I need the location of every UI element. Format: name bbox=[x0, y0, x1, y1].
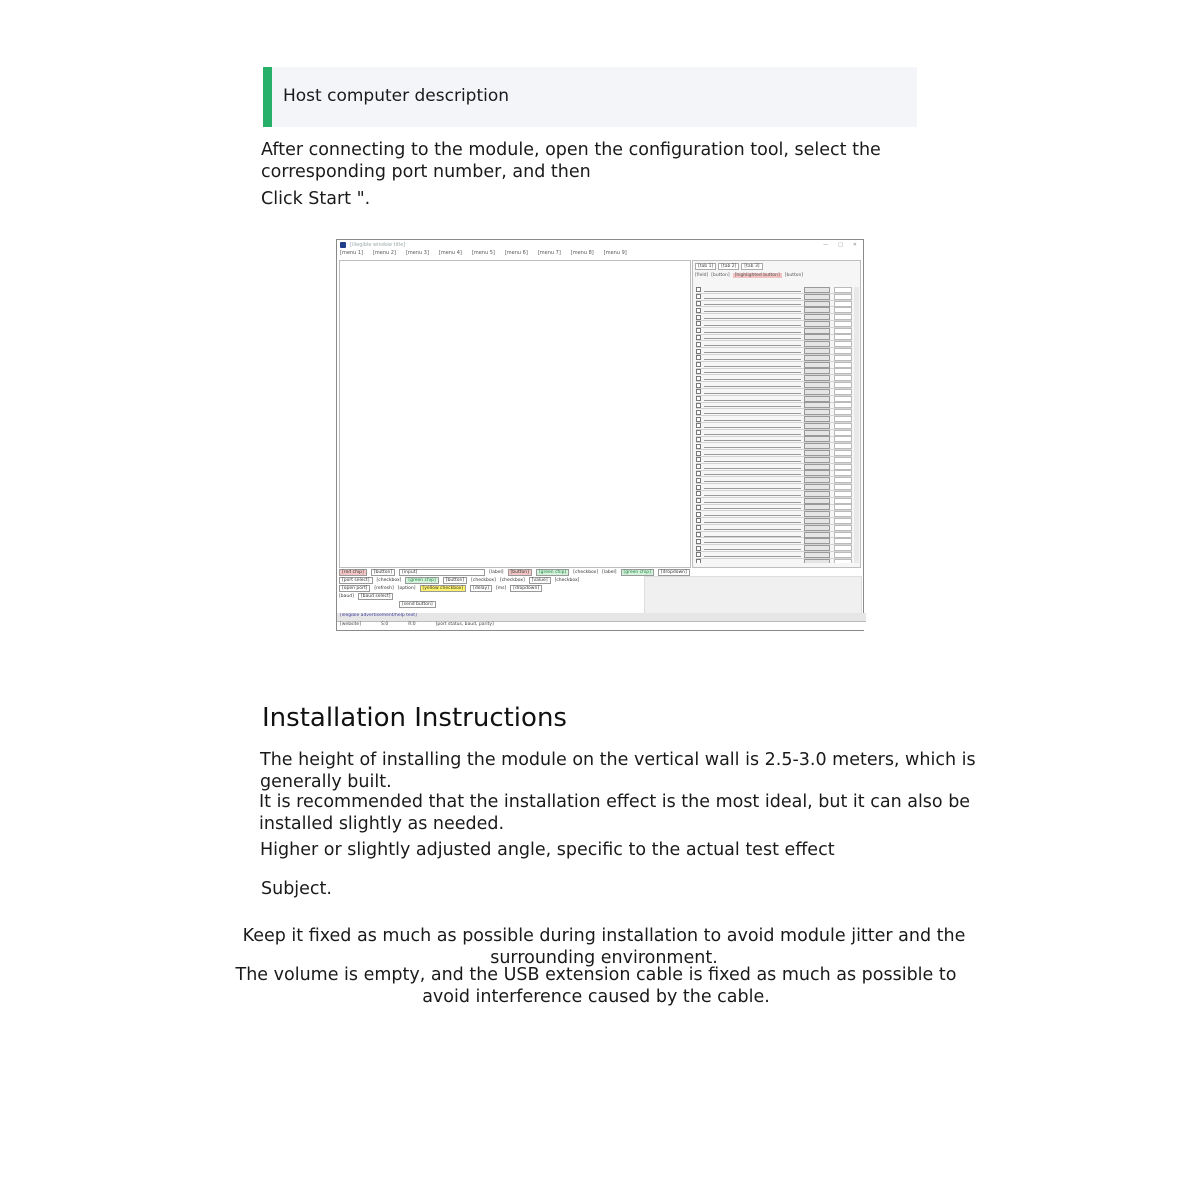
control-chip: [label] bbox=[602, 569, 617, 575]
side-tabs bbox=[693, 261, 860, 272]
command-delay bbox=[834, 559, 852, 563]
control-chip: [dropdown] bbox=[510, 585, 542, 592]
command-delay bbox=[834, 477, 852, 483]
checkbox-icon bbox=[696, 464, 701, 469]
command-cmd bbox=[704, 519, 801, 523]
command-btn bbox=[804, 368, 830, 374]
checkbox-icon bbox=[696, 362, 701, 367]
control-chip: [button] bbox=[443, 577, 467, 584]
send-box bbox=[644, 576, 862, 614]
command-cmd bbox=[704, 376, 801, 380]
tool-bottom-controls bbox=[339, 568, 861, 612]
menu-item: [menu 8] bbox=[570, 250, 594, 256]
command-cmd bbox=[704, 539, 801, 543]
checkbox-icon bbox=[696, 301, 701, 306]
command-cmd bbox=[704, 424, 801, 428]
command-btn bbox=[804, 518, 830, 524]
command-btn bbox=[804, 348, 830, 354]
install-paragraph: Keep it fixed as much as possible during installation to avoid module jitter and the surrounding environment. bbox=[242, 926, 966, 968]
accent-bar bbox=[263, 67, 272, 127]
command-btn bbox=[804, 477, 830, 483]
control-chip: [refresh] bbox=[374, 585, 394, 591]
command-cmd bbox=[704, 410, 801, 414]
command-cmd bbox=[704, 478, 801, 482]
command-btn bbox=[804, 450, 830, 456]
command-cmd bbox=[704, 363, 801, 367]
command-delay bbox=[834, 457, 852, 463]
menu-item: [menu 7] bbox=[537, 250, 561, 256]
checkbox-icon bbox=[696, 539, 701, 544]
install-paragraph: Higher or slightly adjusted angle, specific to the actual test effect bbox=[260, 840, 835, 860]
command-cmd bbox=[704, 390, 801, 394]
install-paragraph: It is recommended that the installation effect is the most ideal, but it can also be installed slightly as needed. bbox=[259, 792, 971, 834]
host-section-header bbox=[263, 67, 917, 127]
command-btn bbox=[804, 484, 830, 490]
control-chip: [label] bbox=[489, 569, 504, 575]
command-delay bbox=[834, 341, 852, 347]
checkbox-icon bbox=[696, 457, 701, 462]
side-toolbar-item: [button] bbox=[711, 273, 730, 278]
command-btn bbox=[804, 334, 830, 340]
side-tab: [tab 1] bbox=[695, 263, 716, 270]
checkbox-icon bbox=[696, 396, 701, 401]
command-delay bbox=[834, 321, 852, 327]
menu-item: [menu 4] bbox=[438, 250, 462, 256]
tool-status-bar bbox=[337, 621, 866, 630]
command-btn bbox=[804, 498, 830, 504]
tool-title: [illegible window title] bbox=[350, 242, 406, 248]
command-cmd bbox=[704, 308, 801, 312]
command-delay bbox=[834, 491, 852, 497]
checkbox-icon bbox=[696, 410, 701, 415]
command-btn bbox=[804, 362, 830, 368]
side-tab: [tab 3] bbox=[741, 263, 762, 270]
checkbox-icon bbox=[696, 403, 701, 408]
host-section-title: Host computer description bbox=[283, 86, 510, 106]
command-btn bbox=[804, 287, 830, 293]
menu-item: [menu 5] bbox=[471, 250, 495, 256]
checkbox-icon bbox=[696, 355, 701, 360]
side-toolbar-item: [button] bbox=[784, 273, 804, 278]
command-btn bbox=[804, 396, 830, 402]
tool-titlebar bbox=[337, 240, 863, 250]
control-chip: [baud] bbox=[339, 593, 354, 599]
checkbox-icon bbox=[696, 417, 701, 422]
command-cmd bbox=[704, 553, 801, 557]
command-cmd bbox=[704, 397, 801, 401]
install-paragraph: The height of installing the module on the vertical wall is 2.5-3.0 meters, which is generally built. bbox=[260, 750, 976, 792]
command-btn bbox=[804, 389, 830, 395]
command-cmd bbox=[704, 335, 801, 339]
command-delay bbox=[834, 484, 852, 490]
command-btn bbox=[804, 416, 830, 422]
command-delay bbox=[834, 396, 852, 402]
control-chip: [green chip] bbox=[621, 569, 654, 576]
minimize-icon: — bbox=[823, 242, 829, 248]
command-btn bbox=[804, 545, 830, 551]
command-cmd bbox=[704, 369, 801, 373]
command-delay bbox=[834, 511, 852, 517]
install-section-title: Installation Instructions bbox=[262, 702, 567, 733]
command-cmd bbox=[704, 356, 801, 360]
control-chip: [value] bbox=[529, 577, 551, 584]
command-delay bbox=[834, 464, 852, 470]
checkbox-icon bbox=[696, 328, 701, 333]
command-cmd bbox=[704, 444, 801, 448]
close-icon: ✕ bbox=[852, 242, 857, 248]
side-toolbar-item: [field] bbox=[695, 273, 709, 278]
control-chip: [checkbox] bbox=[471, 577, 496, 583]
checkbox-icon bbox=[696, 349, 701, 354]
command-cmd bbox=[704, 471, 801, 475]
checkbox-icon bbox=[696, 389, 701, 394]
checkbox-icon bbox=[696, 518, 701, 523]
host-intro-paragraph: After connecting to the module, open the configuration tool, select the corresponding port number, and then bbox=[261, 140, 881, 182]
command-btn bbox=[804, 423, 830, 429]
checkbox-icon bbox=[696, 525, 701, 530]
control-chip: [dropdown] bbox=[658, 569, 690, 576]
maximize-icon: □ bbox=[838, 242, 843, 248]
command-cmd bbox=[704, 417, 801, 421]
command-delay bbox=[834, 423, 852, 429]
checkbox-icon bbox=[696, 444, 701, 449]
command-cmd bbox=[704, 342, 801, 346]
command-delay bbox=[834, 382, 852, 388]
checkbox-icon bbox=[696, 498, 701, 503]
checkbox-icon bbox=[696, 423, 701, 428]
command-cmd bbox=[704, 505, 801, 509]
checkbox-icon bbox=[696, 315, 701, 320]
checkbox-icon bbox=[696, 342, 701, 347]
command-delay bbox=[834, 436, 852, 442]
control-chip: [yellow checkbox] bbox=[420, 585, 467, 592]
command-cmd bbox=[704, 403, 801, 407]
command-delay bbox=[834, 470, 852, 476]
control-chip: [port select] bbox=[339, 577, 373, 584]
command-delay bbox=[834, 307, 852, 313]
command-btn bbox=[804, 464, 830, 470]
command-delay bbox=[834, 314, 852, 320]
command-btn bbox=[804, 382, 830, 388]
command-delay bbox=[834, 368, 852, 374]
command-delay bbox=[834, 504, 852, 510]
checkbox-icon bbox=[696, 287, 701, 292]
command-btn bbox=[804, 402, 830, 408]
command-cmd bbox=[704, 526, 801, 530]
command-cmd bbox=[704, 301, 801, 305]
install-paragraph: Subject. bbox=[261, 879, 332, 899]
command-cmd bbox=[704, 288, 801, 292]
checkbox-icon bbox=[696, 321, 701, 326]
control-chip: [ms] bbox=[495, 585, 507, 591]
checkbox-icon bbox=[696, 532, 701, 537]
command-btn bbox=[804, 457, 830, 463]
command-btn bbox=[804, 470, 830, 476]
control-chip: [baud select] bbox=[358, 593, 394, 600]
checkbox-icon bbox=[696, 471, 701, 476]
receive-area bbox=[339, 260, 691, 568]
checkbox-icon bbox=[696, 478, 701, 483]
menu-item: [menu 9] bbox=[603, 250, 627, 256]
control-chip: [green chip] bbox=[405, 577, 438, 584]
checkbox-icon bbox=[696, 308, 701, 313]
command-delay bbox=[834, 518, 852, 524]
side-toolbar-item: [highlighted button] bbox=[734, 273, 780, 278]
command-btn bbox=[804, 504, 830, 510]
command-delay bbox=[834, 389, 852, 395]
checkbox-icon bbox=[696, 335, 701, 340]
control-chip: [checkbox] bbox=[499, 577, 525, 583]
command-delay bbox=[834, 532, 852, 538]
status-item: R:0 bbox=[408, 622, 416, 627]
checkbox-icon bbox=[696, 552, 701, 557]
command-cmd bbox=[704, 451, 801, 455]
command-btn bbox=[804, 314, 830, 320]
checkbox-icon bbox=[696, 485, 701, 490]
control-chip: [delay] bbox=[470, 585, 492, 592]
command-cmd bbox=[704, 546, 801, 550]
command-cmd bbox=[704, 295, 801, 299]
command-cmd bbox=[704, 485, 801, 489]
command-btn bbox=[804, 328, 830, 334]
checkbox-icon bbox=[696, 294, 701, 299]
checkbox-icon bbox=[696, 451, 701, 456]
command-row bbox=[696, 559, 852, 563]
command-delay bbox=[834, 402, 852, 408]
command-btn bbox=[804, 355, 830, 361]
command-cmd bbox=[704, 322, 801, 326]
checkbox-icon bbox=[696, 437, 701, 442]
control-chip: [option] bbox=[397, 585, 416, 591]
command-btn bbox=[804, 294, 830, 300]
command-delay bbox=[834, 328, 852, 334]
command-rows bbox=[696, 287, 852, 563]
command-delay bbox=[834, 409, 852, 415]
command-btn bbox=[804, 436, 830, 442]
menu-item: [menu 1] bbox=[340, 250, 363, 256]
command-delay bbox=[834, 301, 852, 307]
command-btn bbox=[804, 430, 830, 436]
control-chip: [send button] bbox=[399, 601, 436, 608]
command-btn bbox=[804, 532, 830, 538]
side-scrollbar bbox=[854, 287, 859, 563]
command-delay bbox=[834, 538, 852, 544]
install-paragraph: The volume is empty, and the USB extension cable is fixed as much as possible to avoid interference caused by the cable. bbox=[235, 965, 957, 1007]
command-delay bbox=[834, 287, 852, 293]
window-buttons bbox=[823, 242, 863, 248]
command-delay bbox=[834, 430, 852, 436]
command-cmd bbox=[704, 383, 801, 387]
status-item: [website] bbox=[340, 622, 361, 627]
command-delay bbox=[834, 443, 852, 449]
control-chip: [checkbox] bbox=[573, 569, 599, 575]
checkbox-icon bbox=[696, 383, 701, 388]
checkbox-icon bbox=[696, 512, 701, 517]
ad-bar: [illegible advertisement/help text] bbox=[337, 613, 866, 621]
command-btn bbox=[804, 525, 830, 531]
control-chip: [green chip] bbox=[536, 569, 569, 576]
command-btn bbox=[804, 538, 830, 544]
command-btn bbox=[804, 552, 830, 558]
command-cmd bbox=[704, 512, 801, 516]
command-cmd bbox=[704, 560, 801, 563]
checkbox-icon bbox=[696, 559, 701, 563]
control-chip: [input] bbox=[399, 569, 485, 576]
control-chip: [open port] bbox=[339, 585, 370, 592]
control-chip: [red chip] bbox=[339, 569, 367, 576]
checkbox-icon bbox=[696, 546, 701, 551]
checkbox-icon bbox=[696, 505, 701, 510]
command-cmd bbox=[704, 315, 801, 319]
command-delay bbox=[834, 416, 852, 422]
menu-item: [menu 2] bbox=[372, 250, 396, 256]
command-cmd bbox=[704, 465, 801, 469]
command-cmd bbox=[704, 431, 801, 435]
control-chip: [checkbox] bbox=[376, 577, 402, 583]
command-btn bbox=[804, 307, 830, 313]
status-item: S:0 bbox=[380, 622, 389, 627]
checkbox-icon bbox=[696, 430, 701, 435]
command-btn bbox=[804, 375, 830, 381]
click-start-paragraph: Click Start ". bbox=[261, 189, 371, 209]
menu-item: [menu 6] bbox=[504, 250, 528, 256]
command-cmd bbox=[704, 458, 801, 462]
command-btn bbox=[804, 301, 830, 307]
command-delay bbox=[834, 294, 852, 300]
control-chip: [button] bbox=[508, 569, 532, 576]
checkbox-icon bbox=[696, 369, 701, 374]
status-item: [port status, baud, parity] bbox=[435, 622, 494, 627]
command-cmd bbox=[704, 492, 801, 496]
side-toolbar bbox=[693, 272, 860, 279]
command-delay bbox=[834, 362, 852, 368]
command-delay bbox=[834, 450, 852, 456]
command-delay bbox=[834, 375, 852, 381]
command-delay bbox=[834, 498, 852, 504]
checkbox-icon bbox=[696, 491, 701, 496]
command-btn bbox=[804, 341, 830, 347]
app-logo-icon bbox=[340, 242, 346, 248]
command-btn bbox=[804, 321, 830, 327]
command-delay bbox=[834, 545, 852, 551]
command-btn bbox=[804, 559, 830, 563]
command-btn bbox=[804, 443, 830, 449]
command-cmd bbox=[704, 329, 801, 333]
command-delay bbox=[834, 348, 852, 354]
command-cmd bbox=[704, 349, 801, 353]
command-btn bbox=[804, 511, 830, 517]
side-tab: [tab 2] bbox=[718, 263, 739, 270]
command-delay bbox=[834, 525, 852, 531]
menu-item: [menu 3] bbox=[405, 250, 429, 256]
control-row bbox=[339, 568, 861, 576]
command-delay bbox=[834, 552, 852, 558]
control-chip: [checkbox] bbox=[554, 577, 580, 583]
control-chip: [button] bbox=[371, 569, 395, 576]
command-delay bbox=[834, 334, 852, 340]
tool-menubar bbox=[337, 250, 863, 259]
checkbox-icon bbox=[696, 376, 701, 381]
command-delay bbox=[834, 355, 852, 361]
multi-send-panel bbox=[692, 260, 861, 568]
command-btn bbox=[804, 409, 830, 415]
serial-tool-screenshot bbox=[336, 239, 864, 631]
command-btn bbox=[804, 491, 830, 497]
command-cmd bbox=[704, 499, 801, 503]
command-cmd bbox=[704, 533, 801, 537]
command-cmd bbox=[704, 437, 801, 441]
